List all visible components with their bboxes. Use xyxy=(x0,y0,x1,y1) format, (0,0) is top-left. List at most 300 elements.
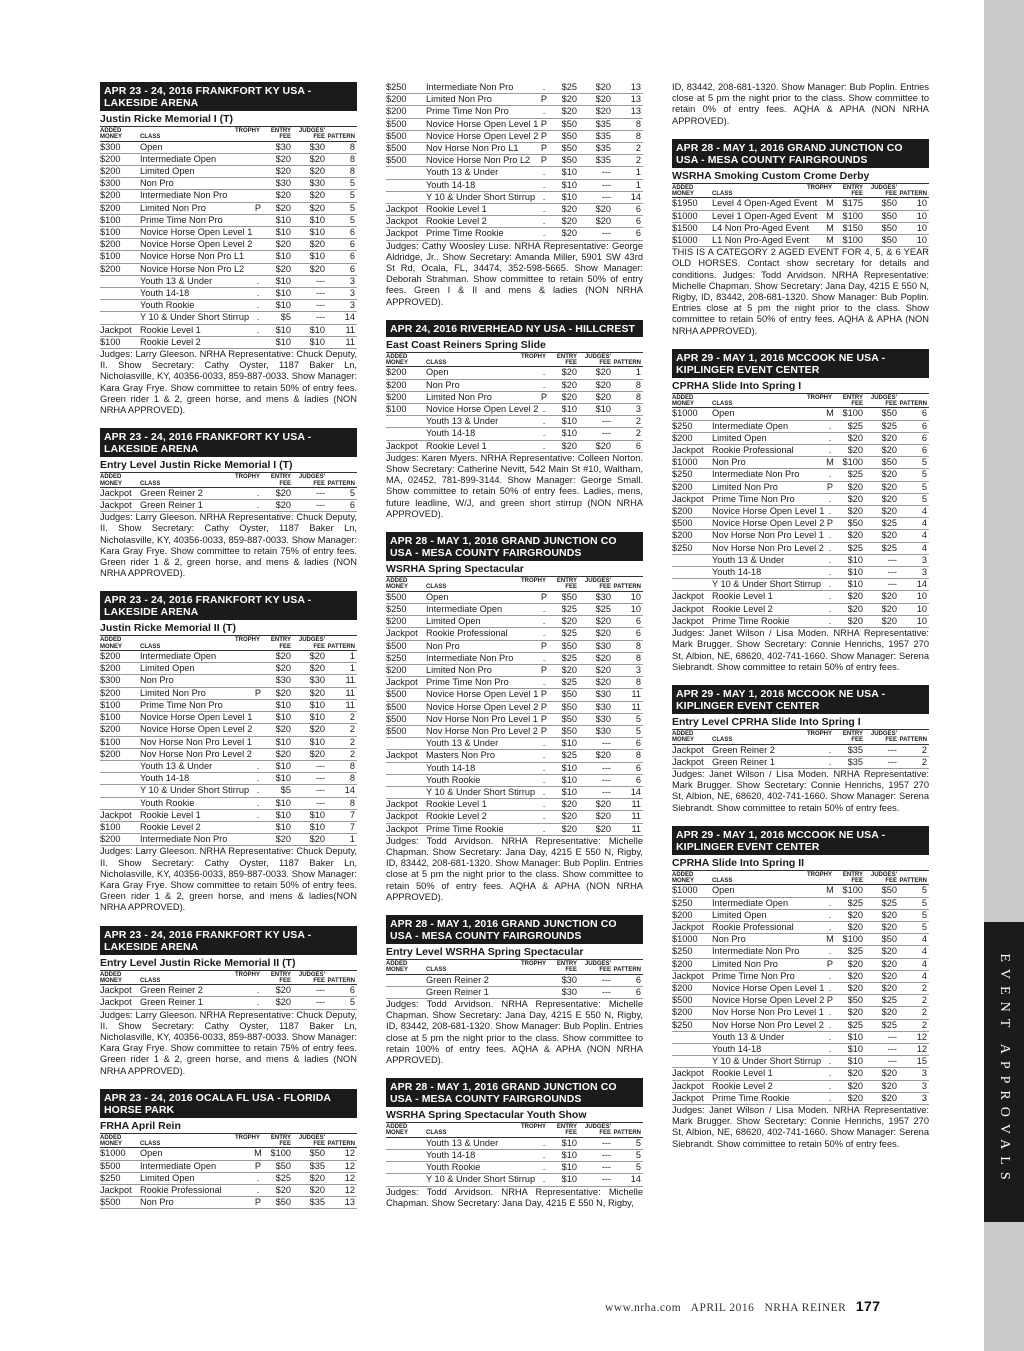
class-flag: . xyxy=(539,1162,549,1174)
pattern: 11 xyxy=(325,336,357,348)
class-flag: . xyxy=(253,797,263,809)
judges-fee: $30 xyxy=(577,640,611,652)
pattern: 1 xyxy=(611,167,643,179)
header-fee: FEE xyxy=(565,1130,577,1137)
class-name: Novice Horse Open Level 2 xyxy=(426,404,539,415)
entry-fee: $20 xyxy=(263,663,291,675)
header-pattern-label: PATTERN xyxy=(613,967,641,974)
header-pattern xyxy=(611,577,643,591)
judges-fee: $20 xyxy=(291,834,325,846)
entry-fee: $10 xyxy=(263,336,291,348)
judges-fee: $20 xyxy=(863,921,897,933)
judges-fee: $20 xyxy=(577,616,611,628)
pattern: 2 xyxy=(897,744,929,756)
class-flag xyxy=(253,663,263,675)
header-pattern-label: PATTERN xyxy=(899,191,927,198)
header-pattern-label: PATTERN xyxy=(327,480,355,487)
table-row xyxy=(386,811,643,823)
show-name: Entry Level CPRHA Slide Into Spring I xyxy=(672,714,929,730)
table-row xyxy=(386,640,643,652)
added-money: $500 xyxy=(386,155,426,167)
class-flag: . xyxy=(825,1080,835,1092)
class-name: Novice Horse Open Level 1 xyxy=(140,712,253,723)
added-money: $200 xyxy=(100,687,140,699)
added-money: $200 xyxy=(100,190,140,202)
header-money: MONEY xyxy=(100,1141,123,1148)
table-row xyxy=(672,481,929,493)
table-row xyxy=(100,300,357,312)
class-name: Limited Non Pro xyxy=(426,664,539,676)
header-fee: FEE xyxy=(565,967,577,974)
pattern: 2 xyxy=(325,748,357,760)
pattern: 13 xyxy=(611,82,643,94)
class-flag xyxy=(253,724,263,736)
entry-fee: $20 xyxy=(835,506,863,518)
pattern: 6 xyxy=(611,774,643,786)
judges-fee: $20 xyxy=(863,469,897,481)
pattern: 2 xyxy=(897,1019,929,1031)
added-money: $1000 xyxy=(672,235,712,247)
class-name: Nov Horse Non Pro Level 2 xyxy=(426,725,538,736)
header-pattern xyxy=(897,730,929,744)
judges-fee: $50 xyxy=(863,222,897,234)
judges-fee: $20 xyxy=(291,687,325,699)
judges-fee: $20 xyxy=(863,909,897,921)
judges-fee: $20 xyxy=(863,603,897,615)
judges-fee: $20 xyxy=(863,1080,897,1092)
class-flag: . xyxy=(539,191,549,203)
table-row xyxy=(386,118,643,130)
pattern: 8 xyxy=(611,652,643,664)
class-flag: . xyxy=(539,404,549,416)
class-table xyxy=(672,871,929,1105)
class-name: Rookie Level 1 xyxy=(712,591,825,603)
entry-fee: $100 xyxy=(263,1148,291,1160)
footer-magazine: NRHA REINER xyxy=(764,1302,847,1314)
class-name: Novice Horse Open Level 2 xyxy=(140,239,253,250)
table-row xyxy=(100,190,357,202)
pattern: 8 xyxy=(325,141,357,153)
page-footer xyxy=(605,1298,935,1314)
entry-fee: $10 xyxy=(549,1149,577,1161)
added-money: Jackpot xyxy=(100,324,140,336)
class-flag: . xyxy=(253,997,263,1009)
table-row xyxy=(100,687,357,699)
table-row xyxy=(100,651,357,663)
table-row xyxy=(672,897,929,909)
class-table xyxy=(386,353,643,453)
entry-fee: $20 xyxy=(263,263,291,275)
class-table-header xyxy=(386,577,643,591)
entry-fee: $25 xyxy=(549,603,577,615)
class-name: Open xyxy=(140,1148,253,1160)
class-flag: . xyxy=(539,216,549,228)
added-money xyxy=(100,312,140,324)
event-header-band: APR 24, 2016 RIVERHEAD NY USA - HILLCREST xyxy=(386,320,643,337)
event-notes: Judges: Todd Arvidson. NRHA Representative: Michelle Chapman. Show Secretary: Jana Day, 4215 E 550 N, Rigby, ID, 83442, 208-681-1320. Show Manager: Bub Poplin. Entries close at 5 pm the night prior to the class. Show committee to retain 100% of entry fees. AQHA & APHA (NON NRHA APPROVED). xyxy=(386,998,643,1065)
class-flag: P xyxy=(540,591,548,602)
class-name: Novice Horse Open Level 1 xyxy=(426,118,539,129)
class-name: L1 Non Pro-Aged Event xyxy=(712,235,825,247)
header-judges-fee xyxy=(291,971,325,985)
table-row xyxy=(386,167,643,179)
class-name: Nov Horse Non Pro Level 2 xyxy=(712,542,824,553)
judges-fee: $20 xyxy=(577,750,611,762)
header-pattern xyxy=(897,394,929,408)
added-money: $200 xyxy=(100,263,140,275)
entry-fee: $10 xyxy=(263,699,291,711)
class-name: Limited Non Pro xyxy=(712,958,825,970)
class-name: Limited Non Pro xyxy=(140,202,253,214)
event-notes: Judges: Larry Gleeson. NRHA Representative: Chuck Deputy, II. Show Secretary: Cathy Oyster, 1187 Baker Ln, Nicholasville, KY, 40356-0033, 859-887-0033. Show Manager: Kara Gray Frye. Show committee to retain 75% of entry fees. Green rider 1 & 2, green horse, and mens & ladies (NON NRHA APPROVED). xyxy=(100,512,357,579)
class-name: Non Pro xyxy=(140,1197,253,1209)
added-money: $500 xyxy=(672,518,712,530)
class-flag: . xyxy=(253,312,263,324)
class-name: Y 10 & Under Short Stirrup xyxy=(426,786,539,798)
judges-fee: $35 xyxy=(577,130,611,142)
event-header-band: APR 28 - MAY 1, 2016 GRAND JUNCTION CO USA - MESA COUNTY FAIRGROUNDS xyxy=(386,532,643,561)
class-name: Y 10 & Under Short Stirrup xyxy=(140,785,253,797)
entry-fee: $30 xyxy=(549,986,577,998)
header-entry: ENTRY xyxy=(270,128,291,134)
table-row xyxy=(386,713,643,725)
class-flag: P xyxy=(540,701,548,712)
judges-fee: $20 xyxy=(863,958,897,970)
added-money: $200 xyxy=(672,909,712,921)
added-money xyxy=(386,1162,426,1174)
added-money: $200 xyxy=(100,834,140,846)
header-entry: ENTRY xyxy=(842,730,863,737)
show-name: Entry Level WSRHA Spring Spectacular xyxy=(386,944,643,960)
entry-fee: $20 xyxy=(835,615,863,627)
header-trophy: TROPHY xyxy=(520,353,546,360)
entry-fee: $20 xyxy=(835,1007,863,1019)
added-money: $500 xyxy=(100,1197,140,1209)
judges-fee: $10 xyxy=(291,821,325,833)
pattern: 10 xyxy=(897,222,929,234)
judges-fee: $20 xyxy=(577,799,611,811)
judges-fee: $30 xyxy=(577,713,611,725)
header-judges: JUDGES' xyxy=(870,394,897,401)
class-flag: M xyxy=(826,934,834,945)
table-row xyxy=(100,997,357,1009)
table-row xyxy=(386,204,643,216)
table-row xyxy=(672,420,929,432)
judges-fee: $25 xyxy=(863,420,897,432)
pattern: 5 xyxy=(897,481,929,493)
class-flag: . xyxy=(539,652,549,664)
event-header-band: APR 29 - MAY 1, 2016 MCCOOK NE USA - KIPLINGER EVENT CENTER xyxy=(672,826,929,855)
class-name: Intermediate Open xyxy=(140,153,253,165)
table-row xyxy=(386,762,643,774)
entry-fee: $20 xyxy=(549,216,577,228)
table-row xyxy=(386,428,643,440)
entry-fee: $10 xyxy=(263,288,291,300)
table-row xyxy=(672,1043,929,1055)
entry-fee: $10 xyxy=(835,567,863,579)
added-money xyxy=(672,1043,712,1055)
judges-fee: $30 xyxy=(577,701,611,713)
class-flag: . xyxy=(539,616,549,628)
table-row xyxy=(386,974,643,986)
header-added: ADDED xyxy=(100,1134,122,1141)
header-money: MONEY xyxy=(672,737,695,744)
judges-fee: $20 xyxy=(291,663,325,675)
pattern: 8 xyxy=(611,640,643,652)
class-name: Youth 13 & Under xyxy=(140,275,253,287)
table-row xyxy=(100,1197,357,1209)
judges-fee: $50 xyxy=(863,198,897,210)
added-money: $200 xyxy=(386,94,426,106)
pattern: 6 xyxy=(897,432,929,444)
judges-fee: $35 xyxy=(291,1197,325,1209)
page-number: 177 xyxy=(855,1298,881,1314)
show-name: WSRHA Spring Spectacular xyxy=(386,561,643,577)
table-row xyxy=(672,591,929,603)
entry-fee: $25 xyxy=(549,750,577,762)
table-row xyxy=(672,909,929,921)
entry-fee: $20 xyxy=(835,493,863,505)
event-header-band: APR 23 - 24, 2016 FRANKFORT KY USA - LAKESIDE ARENA xyxy=(100,82,357,111)
class-table-header xyxy=(100,636,357,650)
header-entry-fee xyxy=(234,127,291,141)
added-money: Jackpot xyxy=(386,204,426,216)
table-row xyxy=(672,1031,929,1043)
header-pattern xyxy=(611,1123,643,1137)
class-name: Novice Horse Open Level 2 xyxy=(712,518,825,529)
class-flag: P xyxy=(254,1197,262,1208)
pattern: 5 xyxy=(325,202,357,214)
judges-fee: $50 xyxy=(863,210,897,222)
class-name: Rookie Level 2 xyxy=(712,603,825,615)
header-entry-fee xyxy=(520,353,577,367)
added-money xyxy=(100,300,140,312)
pattern: 11 xyxy=(611,823,643,835)
header-added: ADDED xyxy=(672,730,694,737)
class-name: Prime Time Rookie xyxy=(712,615,825,627)
table-row xyxy=(100,1172,357,1184)
judges-fee: $20 xyxy=(863,1007,897,1019)
class-name: Rookie Level 1 xyxy=(426,440,539,452)
added-money: $100 xyxy=(100,227,140,239)
added-money: Jackpot xyxy=(100,985,140,997)
class-flag xyxy=(253,834,263,846)
header-added: ADDED xyxy=(672,871,694,878)
header-judges-fee xyxy=(577,353,611,367)
added-money xyxy=(386,191,426,203)
added-money xyxy=(386,1149,426,1161)
table-row xyxy=(672,1019,929,1031)
pattern: 10 xyxy=(611,603,643,615)
pattern: 6 xyxy=(897,420,929,432)
entry-fee: $10 xyxy=(549,1137,577,1149)
header-fee: FEE xyxy=(279,643,291,650)
header-added: ADDED xyxy=(386,578,408,585)
class-flag: . xyxy=(825,756,835,768)
header-fee: FEE xyxy=(851,737,863,744)
entry-fee: $20 xyxy=(835,603,863,615)
table-row xyxy=(100,312,357,324)
class-name: Intermediate Non Pro xyxy=(712,946,825,958)
entry-fee: $50 xyxy=(549,713,577,725)
class-flag xyxy=(253,675,263,687)
header-trophy: TROPHY xyxy=(806,871,832,878)
table-row xyxy=(100,275,357,287)
table-row xyxy=(672,432,929,444)
class-table-header xyxy=(100,1134,357,1148)
table-row xyxy=(100,178,357,190)
table-row xyxy=(386,416,643,428)
entry-fee: $10 xyxy=(263,227,291,239)
header-added: ADDED xyxy=(100,637,122,644)
class-name: Non Pro xyxy=(712,934,825,946)
judges-fee: $35 xyxy=(577,118,611,130)
entry-fee: $10 xyxy=(549,428,577,440)
entry-fee: $20 xyxy=(549,664,577,676)
pattern: 6 xyxy=(611,738,643,750)
class-table-header xyxy=(672,871,929,885)
column-3 xyxy=(672,82,929,1162)
class-name: Novice Horse Open Level 1 xyxy=(712,982,825,993)
class-name: Rookie Level 1 xyxy=(712,1068,825,1080)
class-name: Rookie Professional xyxy=(712,921,825,933)
class-flag xyxy=(253,651,263,663)
pattern: 8 xyxy=(611,130,643,142)
header-class-label: CLASS xyxy=(140,1141,161,1148)
pattern: 7 xyxy=(325,821,357,833)
pattern: 8 xyxy=(611,118,643,130)
class-flag: . xyxy=(253,985,263,997)
added-money xyxy=(672,1031,712,1043)
header-fee: FEE xyxy=(885,401,897,408)
table-row xyxy=(100,288,357,300)
header-class-label: CLASS xyxy=(140,134,161,141)
class-name: Rookie Professional xyxy=(140,1184,253,1196)
class-name: Youth Rookie xyxy=(140,797,253,809)
header-fee: FEE xyxy=(851,878,863,885)
judges-fee: $20 xyxy=(577,652,611,664)
added-money: $250 xyxy=(672,897,712,909)
added-money: $300 xyxy=(100,675,140,687)
header-judges-fee xyxy=(863,871,897,885)
class-name: Youth 13 & Under xyxy=(712,1031,825,1043)
class-table xyxy=(386,82,643,241)
event-header-band: APR 29 - MAY 1, 2016 MCCOOK NE USA - KIPLINGER EVENT CENTER xyxy=(672,685,929,714)
pattern: 10 xyxy=(897,198,929,210)
class-flag: M xyxy=(826,408,834,419)
header-judges: JUDGES' xyxy=(870,871,897,878)
judges-fee: --- xyxy=(577,416,611,428)
table-row xyxy=(672,982,929,994)
pattern: 5 xyxy=(611,713,643,725)
table-row xyxy=(100,202,357,214)
class-name: Intermediate Open xyxy=(426,603,539,615)
table-row xyxy=(672,1007,929,1019)
header-money: MONEY xyxy=(386,584,409,591)
entry-fee: $20 xyxy=(549,94,577,106)
class-flag xyxy=(253,263,263,275)
event-notes: Judges: Larry Gleeson. NRHA Representative: Chuck Deputy, II. Show Secretary: Cathy Oyster, 1187 Baker Ln, Nicholasville, KY, 40356-0033, 859-887-0033. Show Manager: Kara Gray Frye. Show committee to retain 50% of entry fees. Green rider 1 & 2, green horse, and mens & ladies (NON NRHA APPROVED). xyxy=(100,349,357,416)
class-name: Intermediate Open xyxy=(140,651,253,663)
header-class-label: CLASS xyxy=(140,480,161,487)
entry-fee: $50 xyxy=(835,995,863,1007)
added-money: $100 xyxy=(100,251,140,263)
event-notes: ID, 83442, 208-681-1320. Show Manager: Bub Poplin. Entries close at 5 pm the night prior to the class. Show committee to retain 0% of entry fees. AQHA & APHA (NON NRHA APPROVED). xyxy=(672,82,929,126)
class-name: Prime Time Non Pro xyxy=(712,970,825,982)
added-money: Jackpot xyxy=(672,921,712,933)
class-name: Rookie Level 1 xyxy=(426,799,539,811)
class-name: Green Reiner 1 xyxy=(712,756,825,768)
added-money: $200 xyxy=(386,367,426,379)
class-flag: . xyxy=(825,579,835,591)
entry-fee: $25 xyxy=(835,420,863,432)
table-row xyxy=(386,155,643,167)
added-money xyxy=(100,288,140,300)
class-name: Nov Horse Non Pro Level 1 xyxy=(426,713,538,724)
header-pattern xyxy=(325,1134,357,1148)
class-flag xyxy=(253,166,263,178)
judges-fee: $20 xyxy=(863,615,897,627)
header-entry: ENTRY xyxy=(556,353,577,360)
pattern: 2 xyxy=(897,982,929,994)
class-flag: . xyxy=(253,809,263,821)
pattern: 14 xyxy=(325,312,357,324)
entry-fee: $25 xyxy=(549,82,577,94)
table-row xyxy=(386,774,643,786)
class-name: Youth 14-18 xyxy=(712,1043,825,1055)
pattern: 6 xyxy=(325,263,357,275)
header-class-label: CLASS xyxy=(712,191,733,198)
header-trophy: TROPHY xyxy=(520,1124,546,1131)
added-money: Jackpot xyxy=(386,440,426,452)
class-flag: . xyxy=(825,946,835,958)
class-name: Novice Horse Non Pro L2 xyxy=(140,263,253,275)
judges-fee: $50 xyxy=(863,934,897,946)
class-table xyxy=(100,127,357,349)
added-money xyxy=(100,760,140,772)
header-judges: JUDGES' xyxy=(298,474,325,481)
class-flag: . xyxy=(253,300,263,312)
table-row xyxy=(386,986,643,998)
class-flag: . xyxy=(825,469,835,481)
class-name: Non Pro xyxy=(426,640,539,652)
header-money: MONEY xyxy=(386,360,409,367)
class-flag: P xyxy=(540,143,548,154)
class-flag xyxy=(253,748,263,760)
table-row xyxy=(100,324,357,336)
added-money: $250 xyxy=(100,1172,140,1184)
class-flag: . xyxy=(253,1184,263,1196)
class-name: Limited Open xyxy=(712,432,825,444)
header-judges: JUDGES' xyxy=(298,971,325,978)
entry-fee: $20 xyxy=(549,228,577,240)
pattern: 8 xyxy=(611,379,643,391)
header-entry-fee xyxy=(520,1123,577,1137)
header-trophy: TROPHY xyxy=(234,474,260,481)
judges-fee: --- xyxy=(577,974,611,986)
class-name: Limited Non Pro xyxy=(140,687,253,699)
added-money: Jackpot xyxy=(386,677,426,689)
class-name: Limited Non Pro xyxy=(426,94,539,106)
table-row xyxy=(672,493,929,505)
class-flag: . xyxy=(253,1172,263,1184)
judges-fee: --- xyxy=(863,579,897,591)
header-judges-fee xyxy=(863,394,897,408)
judges-fee: --- xyxy=(577,428,611,440)
class-flag: . xyxy=(825,921,835,933)
entry-fee: $50 xyxy=(549,130,577,142)
table-row xyxy=(100,141,357,153)
